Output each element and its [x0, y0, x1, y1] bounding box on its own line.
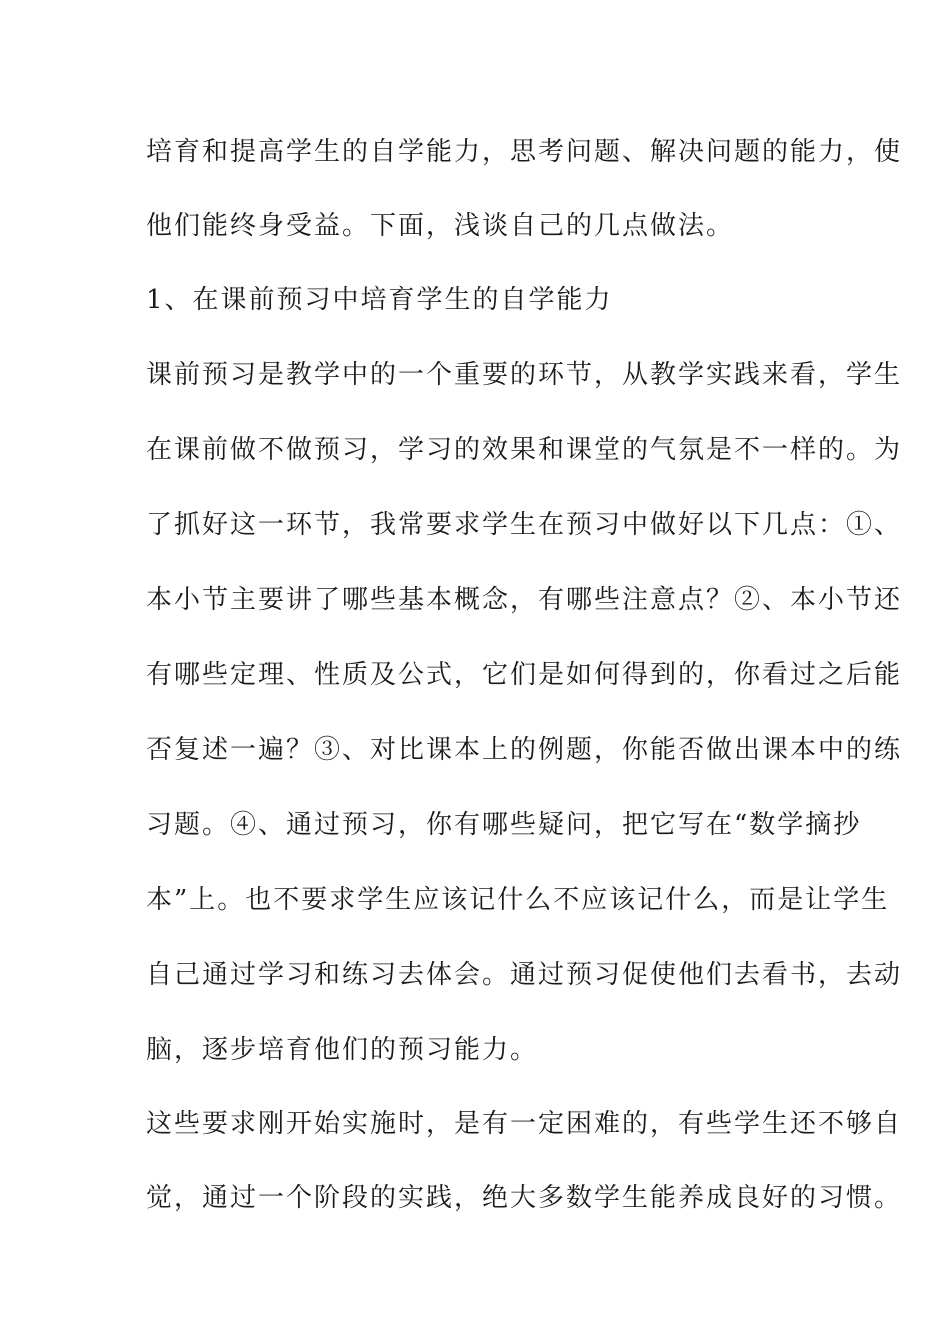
- paragraph-line: 课前预习是教学中的一个重要的环节，从教学实践来看，学生: [146, 360, 903, 390]
- paragraph-line: 觉，通过一个阶段的实践，绝大多数学生能养成良好的习惯。: [146, 1183, 903, 1213]
- paragraph-line: 自己通过学习和练习去体会。通过预习促使他们去看书，去动: [146, 960, 903, 990]
- section-heading: 1、在课前预习中培育学生的自学能力: [146, 285, 613, 315]
- paragraph-line: 培育和提高学生的自学能力，思考问题、解决问题的能力，使: [146, 137, 903, 167]
- paragraph-line: 本”上。也不要求学生应该记什么不应该记什么，而是让学生: [146, 885, 890, 915]
- paragraph-line: 否复述一遍？③、对比课本上的例题，你能否做出课本中的练: [146, 735, 903, 765]
- paragraph-line: 了抓好这一环节，我常要求学生在预习中做好以下几点：①、: [146, 510, 903, 540]
- paragraph-line: 脑，逐步培育他们的预习能力。: [146, 1035, 539, 1065]
- paragraph-line: 这些要求刚开始实施时，是有一定困难的，有些学生还不够自: [146, 1109, 903, 1139]
- paragraph-line: 他们能终身受益。下面，浅谈自己的几点做法。: [146, 211, 735, 241]
- paragraph-line: 在课前做不做预习，学习的效果和课堂的气氛是不一样的。为: [146, 435, 903, 465]
- paragraph-line: 有哪些定理、性质及公式，它们是如何得到的，你看过之后能: [146, 660, 903, 690]
- paragraph-line: 本小节主要讲了哪些基本概念，有哪些注意点？②、本小节还: [146, 585, 903, 615]
- paragraph-line: 习题。④、通过预习，你有哪些疑问，把它写在“数学摘抄: [146, 810, 862, 840]
